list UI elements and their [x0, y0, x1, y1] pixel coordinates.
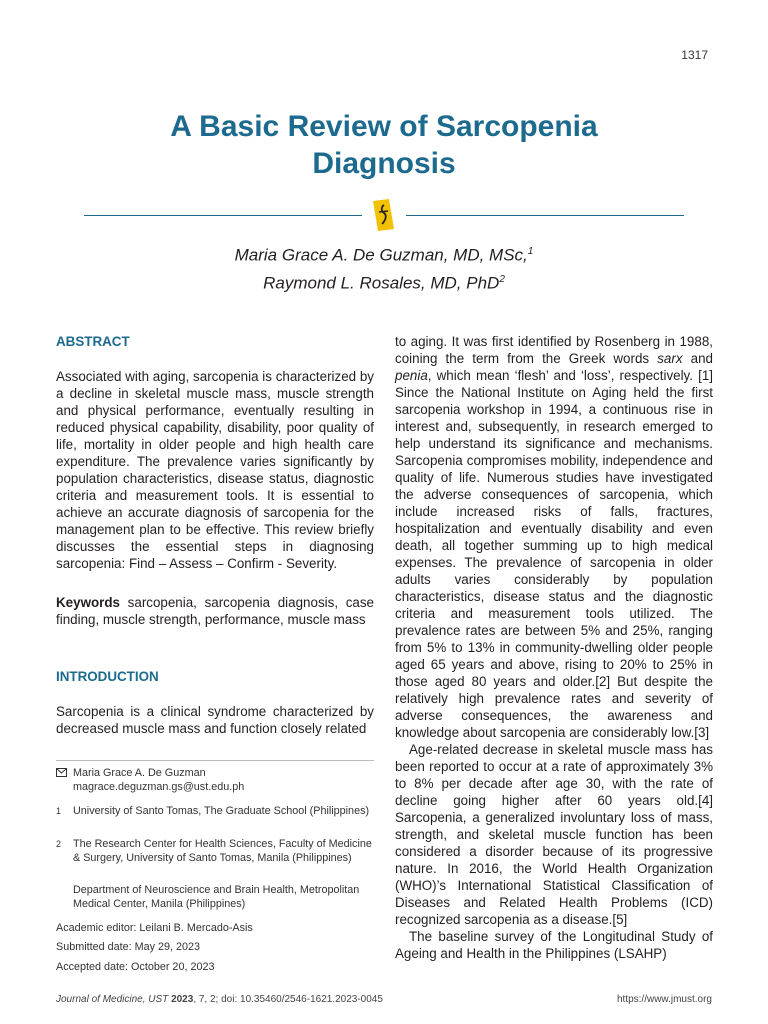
introduction-text: Sarcopenia is a clinical syndrome characterized by decreased muscle mass and function closely related [56, 704, 374, 736]
journal-logo-icon [371, 198, 396, 232]
affiliation-1-mark: 1 [56, 806, 62, 816]
affiliation-1-text: University of Santo Tomas, The Graduate School (Philippines) [73, 805, 370, 817]
affiliation-1 [56, 804, 374, 818]
author-list [84, 240, 684, 295]
citation-details: , 7, 2; doi: 10.35460/2546-1621.2023-0045 [193, 994, 383, 1005]
body-paragraph-3: The baseline survey of the Longitudinal Study of Ageing and Health in the Philippines (LSAHP) [395, 929, 713, 961]
affiliation-2 [56, 837, 374, 865]
right-column [395, 333, 713, 962]
divider-rule-right [406, 215, 684, 216]
article-title [84, 108, 684, 182]
abstract-heading: ABSTRACT [56, 334, 130, 349]
divider-rule-left [84, 215, 362, 216]
left-column [56, 333, 374, 737]
journal-year: 2023 [171, 994, 194, 1005]
correspondence-footnote [56, 766, 374, 794]
page-number: 1317 [681, 48, 708, 62]
keywords-text: sarcopenia, sarcopenia diagnosis, case finding, muscle strength, performance, muscle mass [56, 595, 374, 627]
citation [56, 994, 383, 1005]
body-paragraph-1: to aging. It was first identified by Rosenberg in 1988, coining the term from the Greek words sarx and penia, which mean ‘flesh’ and ‘loss’, respectively. [1] Since the National Institute on Aging held the first sarcopenia workshop in 1994, a continuous rise in interest and, subsequently, in research emerged to help understand its significance and mechanisms. Sarcopenia compromises mobility, independence and quality of life. Numerous studies have investigated the adverse consequences of sarcopenia, which include increased risks of falls, fractures, hospitalization and eventually disability and even death, all together summing up to high medical expenses. The prevalence of sarcopenia in older adults varies considerably by population characteristics, disease status and the diagnostic criteria and measurement tools utilized. The prevalence rates are between 5% and 25%, ranging from 5% to 13% in community-dwelling older people aged 65 years and above, rising to 20% to 25% in those aged 80 years and older.[2] But despite the relatively high prevalence rates and severity of adverse consequences, the awareness and knowledge about sarcopenia are considerably low.[3] [395, 334, 714, 740]
journal-name: Journal of Medicine, UST [56, 994, 169, 1005]
submitted-date: Submitted date: May 29, 2023 [56, 941, 201, 953]
corresponding-author-email[interactable]: magrace.deguzman.gs@ust.edu.ph [73, 781, 245, 793]
journal-url[interactable]: https://www.jmust.org [616, 994, 712, 1005]
page-footer [56, 994, 712, 1005]
introduction-heading: INTRODUCTION [56, 669, 159, 684]
affiliation-2-mark: 2 [56, 839, 62, 849]
academic-editor: Academic editor: Leilani B. Mercado-Asis [56, 922, 253, 934]
body-paragraph-2: Age-related decrease in skeletal muscle mass has been reported to occur at a rate of approximately 3% to 8% per decade after age 30, with the rate of decline going higher after 60 years old.[4] Sarcopenia, a generalized involuntary loss of mass, strength, and skeletal muscle function has been considered a disorder because of its progressive nature. In 2016, the World Health Organization (WHO)’s International Statistical Classification of Diseases and Related Health Problems (ICD) recognized sarcopenia as a disease.[5] [395, 742, 713, 927]
affiliation-3 [56, 883, 374, 911]
author-1: Maria Grace A. De Guzman, MD, MSc,$^1$ [234, 245, 534, 265]
author-2: Raymond L. Rosales, MD, PhD$^2$ [263, 273, 505, 293]
keywords [56, 594, 374, 628]
accepted-date: Accepted date: October 20, 2023 [56, 961, 215, 973]
author-2-affiliation-mark: 2 [499, 273, 505, 285]
corresponding-author-name: Maria Grace A. De Guzman [73, 767, 206, 779]
keywords-label: Keywords [56, 595, 120, 610]
author-1-affiliation-mark: 1 [527, 246, 534, 257]
footnote-separator [56, 760, 374, 761]
envelope-icon [56, 768, 67, 777]
title-line-2: Diagnosis [312, 147, 456, 180]
title-line-1: A Basic Review of Sarcopenia [170, 110, 598, 143]
affiliation-2-text: The Research Center for Health Sciences, Faculty of Medicine & Surgery, University of Santo Tomas, Manila (Philippines) [73, 838, 372, 864]
affiliation-3-text: Department of Neuroscience and Brain Health, Metropolitan Medical Center, Manila (Philippines) [73, 884, 360, 910]
title-divider [84, 198, 684, 232]
abstract-text: Associated with aging, sarcopenia is characterized by a decline in skeletal muscle mass, muscle strength and physical performance, eventually resulting in reduced physical capability, disability, poor quality of life, mortality in older people and high health care expenditure. The prevalence varies significantly by population characteristics, disease status, diagnostic criteria and measurement tools. It is essential to achieve an accurate diagnosis of sarcopenia for the management plan to be effective. This review briefly discusses the essential steps in diagnosing sarcopenia: Find – Assess – Confirm - Severity. [56, 369, 374, 571]
